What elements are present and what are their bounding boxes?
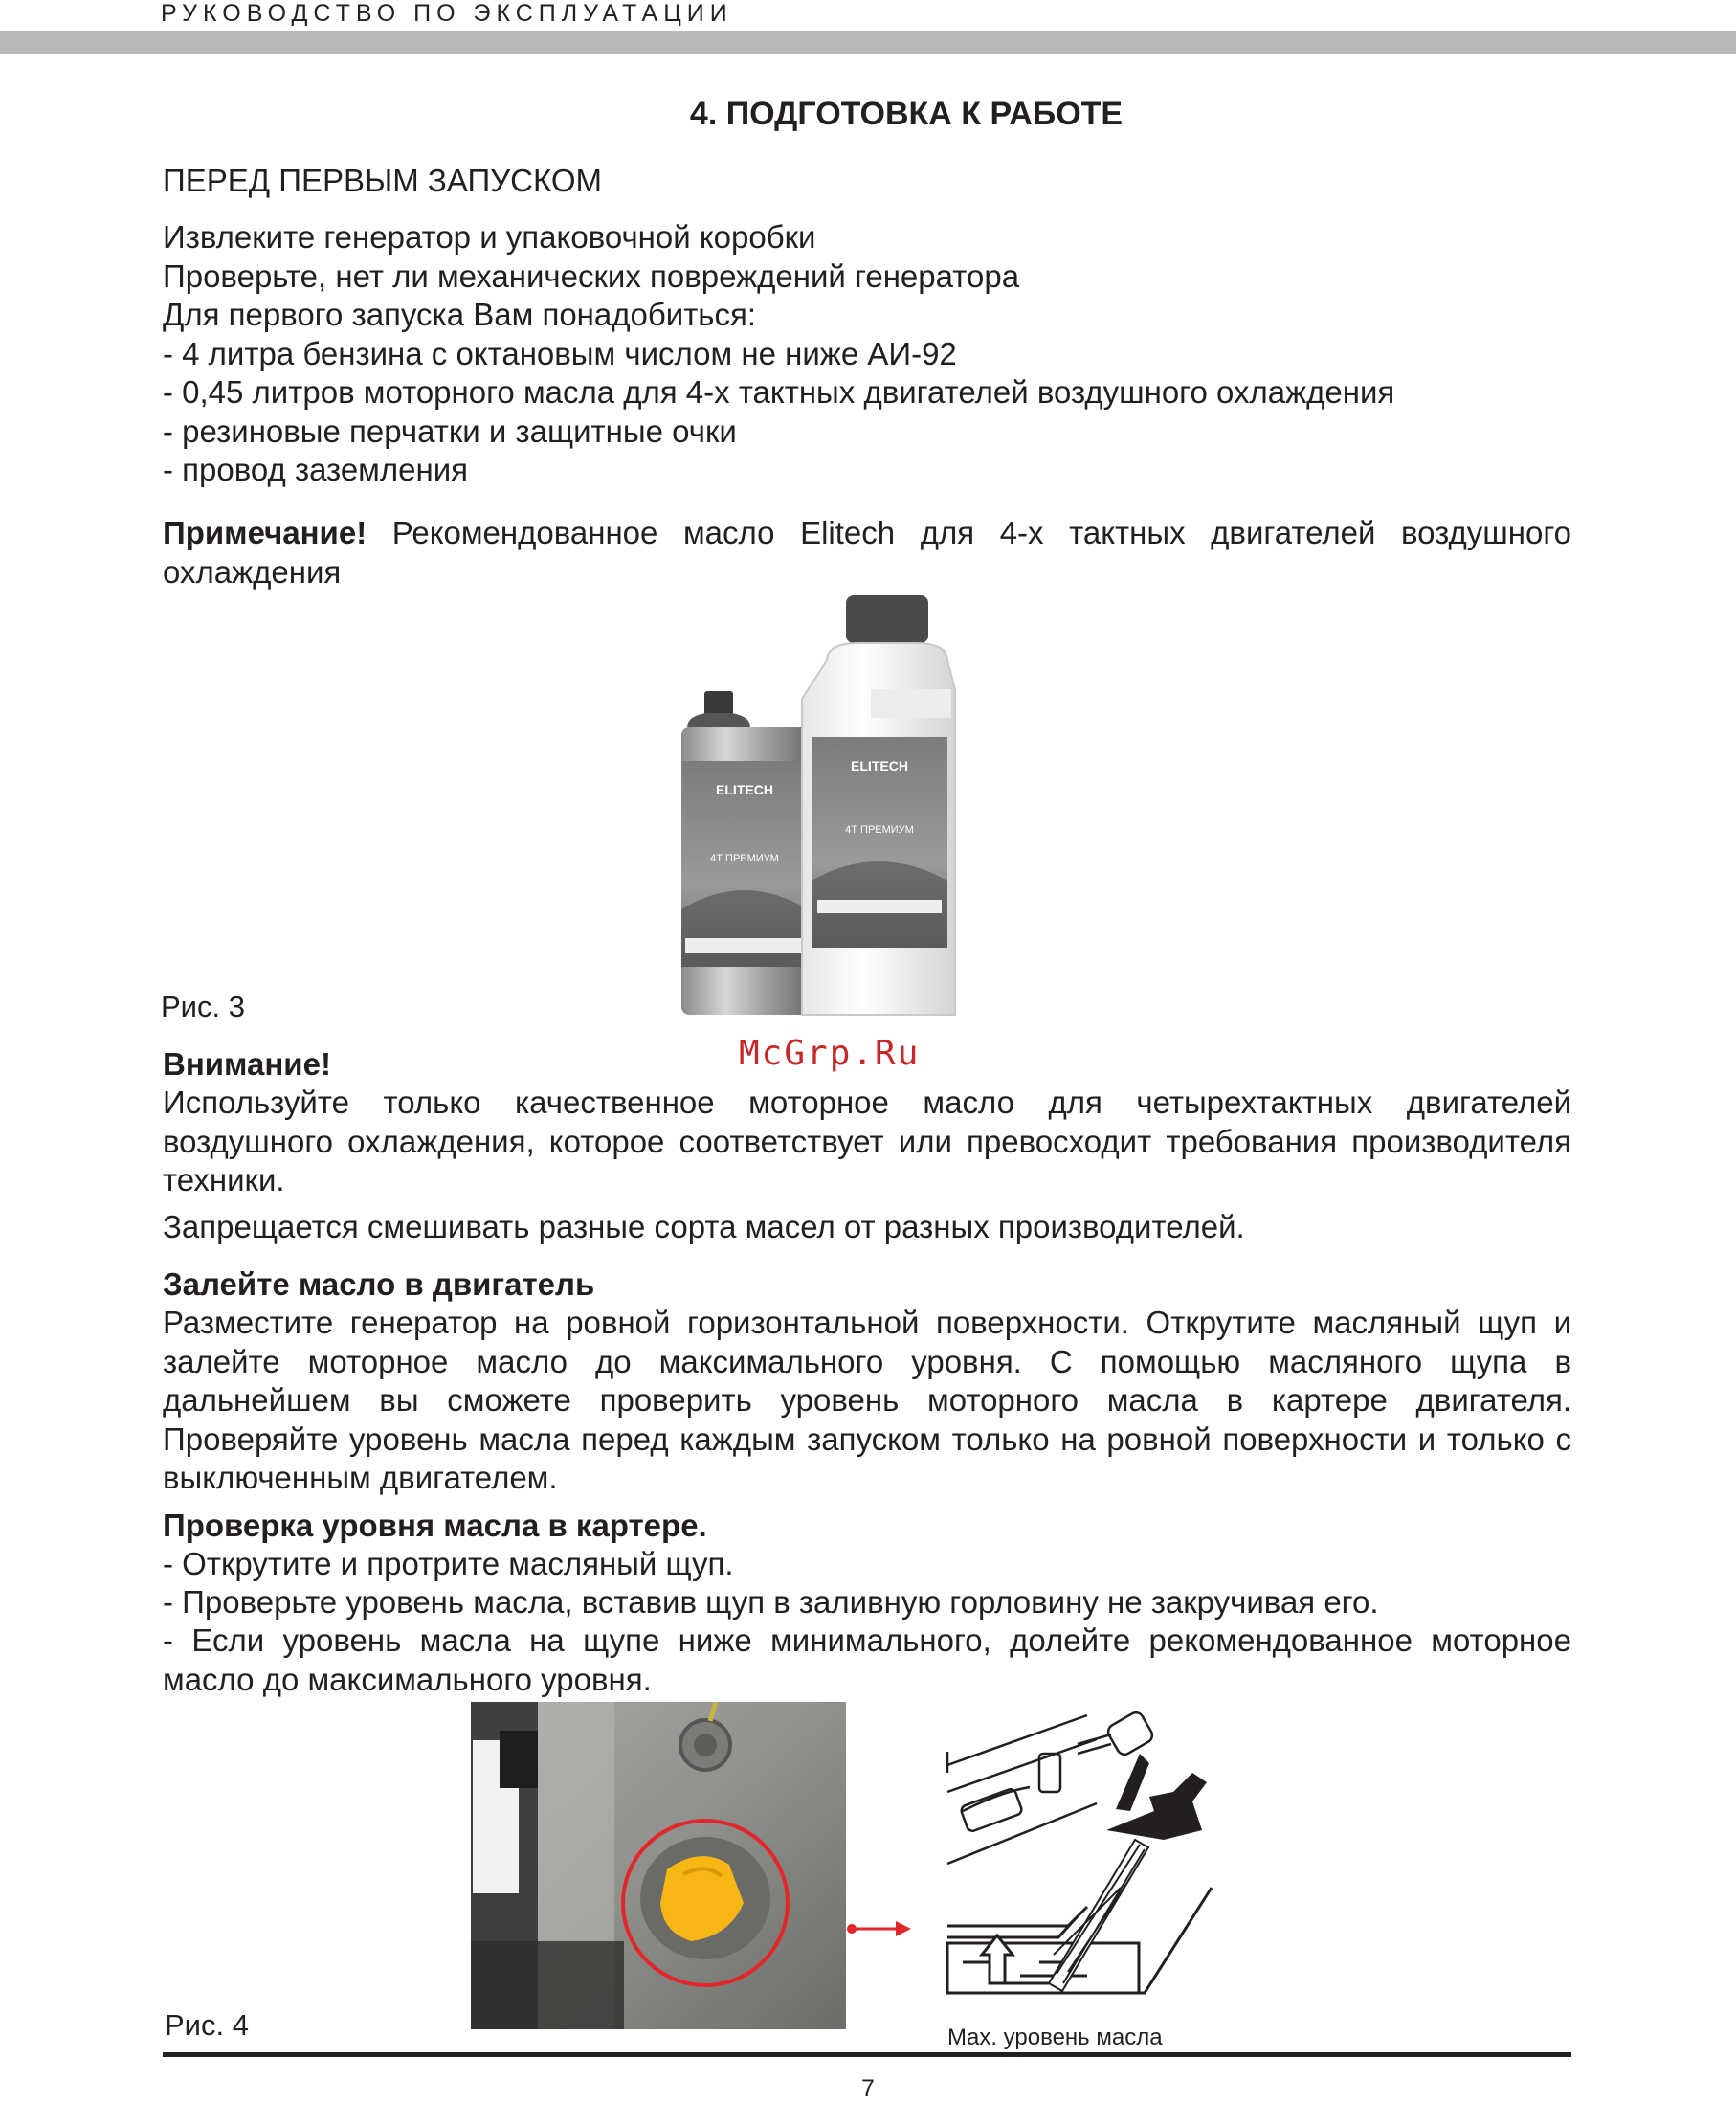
intro-line-6: - резиновые перчатки и защитные очки [163,414,737,449]
fill-oil-text: Разместите генератор на ровной горизонтальной поверхности. Открутите масляный щуп и залейте моторное масло до максимального уровня. С помощью масляного щупа в дальнейшем вы сможете проверить уровень моторного масла в картере двигателя. Проверяйте уровень масла перед каждым запуском только на ровной поверхности и только с выключенным двигателем. [163,1305,1571,1495]
small-oil-can [681,691,808,1015]
figure3-label: Рис. 3 [161,990,245,1023]
large-oil-bottle [802,595,955,1015]
check-oil-item-1: - Открутите и протрите масляный щуп. [163,1546,734,1581]
check-oil-item-3: - Если уровень масла на щупе ниже минимального, долейте рекомендованное моторное масло до максимального уровня. [163,1622,1571,1697]
intro-line-7: - провод заземления [163,452,468,487]
intro-line-4: - 4 литра бензина с октановым числом не ниже АИ-92 [163,336,957,371]
oil-cap-photo [471,1702,846,2029]
section-title: 4. ПОДГОТОВКА К РАБОТЕ [689,96,1124,132]
manual-header-title: РУКОВОДСТВО ПО ЭКСПЛУАТАЦИИ [161,0,733,27]
can-product: 4Т ПРЕМИУМ [710,853,779,864]
intro-line-3: Для первого запуска Вам понадобиться: [163,297,757,332]
dipstick-diagram [944,1696,1231,2026]
note-paragraph [163,514,1571,592]
check-oil-item-2: - Проверьте уровень масла, вставив щуп в заливную горловину не закручивая его. [163,1584,1379,1620]
note-label: Примечание! [163,515,367,550]
subheading: ПЕРЕД ПЕРВЫМ ЗАПУСКОМ [163,163,602,198]
mixing-warning: Запрещается смешивать разные сорта масел от разных производителей. [163,1209,1245,1244]
can-brand: ELITECH [716,782,773,797]
bottle-product: 4Т ПРЕМИУМ [845,824,914,836]
arrow-right-icon [846,1917,913,1940]
page-number: 7 [861,2075,875,2102]
intro-line-2: Проверьте, нет ли механических повреждений генератора [163,258,1020,294]
check-oil-title: Проверка уровня масла в картере. [163,1508,707,1543]
warning-title: Внимание! [163,1046,331,1082]
oil-bottles-illustration [668,593,1053,1024]
watermark: McGrp.Ru [739,1034,921,1073]
intro-line-5: - 0,45 литров моторного масла для 4-х тактных двигателей воздушного охлаждения [163,374,1395,410]
bottom-rule [163,2052,1571,2057]
note-text: Рекомендованное масло Elitech для 4-х тактных двигателей воздушного охлаждения [163,515,1571,590]
header-bar [0,31,1736,54]
intro-line-1: Извлеките генератор и упаковочной коробки [163,219,816,255]
figure4-label: Рис. 4 [165,2008,249,2042]
fill-oil-title: Залейте масло в двигатель [163,1266,595,1302]
bottle-brand: ELITECH [851,758,908,773]
warning-text: Используйте только качественное моторное масло для четырехтактных двигателей воздушного охлаждения, которое соответствует или превосходит требования производителя техники. [163,1085,1571,1197]
max-oil-level-caption: Max. уровень масла [947,2025,1163,2050]
